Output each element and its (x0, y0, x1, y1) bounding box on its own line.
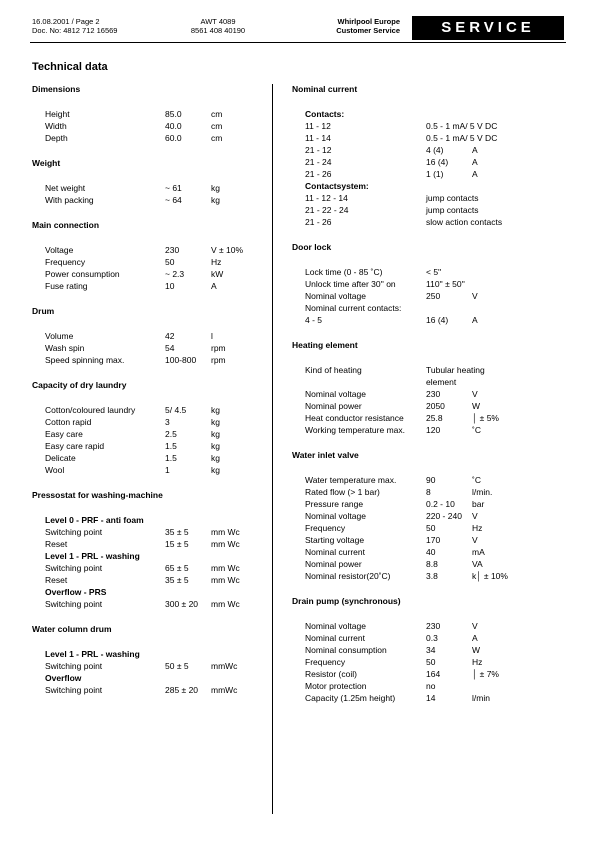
spec-unit: mA (472, 547, 485, 557)
date-page: 16.08.2001 / Page 2 (32, 17, 100, 26)
awt-number: AWT 4089 (200, 17, 236, 26)
spec-unit: mmWc (211, 685, 238, 695)
subsection-title: Contacts: (305, 109, 345, 119)
spec-row (32, 194, 264, 206)
spec-unit: A (472, 169, 478, 179)
spec-value: 40 (426, 547, 436, 557)
spec-label: Switching point (45, 661, 103, 671)
spec-value: 110'' ± 50'' (426, 279, 465, 289)
spec-label: Switching point (45, 527, 103, 537)
spec-row (292, 278, 572, 290)
spec-value: 0.5 - 1 mA/ 5 V DC (426, 121, 498, 131)
spec-value: 300 ± 20 (165, 599, 199, 609)
spec-row (32, 660, 264, 672)
spec-label: Resistor (coil) (305, 669, 357, 679)
section-title: Capacity of dry laundry (32, 380, 127, 390)
spec-unit: V (472, 291, 478, 301)
header-right (312, 17, 400, 35)
spec-label: 21 - 26 (305, 217, 332, 227)
spec-value: 2050 (426, 401, 445, 411)
section-title: Water inlet valve (292, 450, 359, 460)
section-title: Drain pump (synchronous) (292, 596, 401, 606)
spec-label: Nominal voltage (305, 389, 366, 399)
spec-value: 50 ± 5 (165, 661, 189, 671)
spec-row (32, 354, 264, 366)
spec-unit: mm Wc (211, 599, 240, 609)
spec-value: 3.8 (426, 571, 438, 581)
spec-row (292, 290, 572, 302)
spec-unit: kg (211, 195, 220, 205)
spec-row (292, 632, 572, 644)
spec-label: Starting voltage (305, 535, 365, 545)
spec-value: 35 ± 5 (165, 527, 189, 537)
spec-label: 4 - 5 (305, 315, 323, 325)
door-lock-section (292, 241, 572, 326)
spec-row (292, 692, 572, 704)
spec-unit: │ ± 7% (472, 669, 499, 679)
spec-unit: l/min (472, 693, 490, 703)
spec-row (292, 144, 572, 156)
spec-value: 164 (426, 669, 441, 679)
spec-label: Frequency (45, 257, 86, 267)
spec-row (292, 156, 572, 168)
spec-value: ~ 61 (165, 183, 182, 193)
spec-value: 50 (426, 657, 436, 667)
spec-label: Frequency (305, 657, 346, 667)
spec-label: Nominal voltage (305, 621, 366, 631)
spec-value: 1.5 (165, 441, 177, 451)
spec-row (292, 266, 572, 278)
spec-row (292, 120, 572, 132)
spec-label: 11 - 12 - 14 (305, 193, 348, 203)
spec-row (292, 388, 572, 400)
spec-row (32, 428, 264, 440)
spec-row (32, 684, 264, 696)
page-title: Technical data (32, 61, 108, 73)
spec-unit: A (472, 157, 478, 167)
main-connection-section (32, 219, 264, 292)
spec-row (32, 256, 264, 268)
spec-row (292, 558, 572, 570)
spec-row (32, 108, 264, 120)
spec-value: ~ 64 (165, 195, 182, 205)
spec-label: Nominal current contacts: (305, 303, 402, 313)
water-inlet-section (292, 449, 572, 582)
spec-label: Motor protection (305, 681, 367, 691)
spec-row (292, 644, 572, 656)
spec-row (32, 404, 264, 416)
spec-row (292, 132, 572, 144)
spec-label: 21 - 12 (305, 145, 332, 155)
spec-label: Easy care (45, 429, 83, 439)
spec-label: Delicate (45, 453, 76, 463)
spec-unit: A (472, 315, 478, 325)
spec-value: 230 (426, 621, 441, 631)
spec-value: 8 (426, 487, 431, 497)
spec-value: 0.5 - 1 mA/ 5 V DC (426, 133, 498, 143)
department: Customer Service (336, 26, 400, 35)
spec-unit: A (472, 145, 478, 155)
spec-label: Unlock time after 30'' on (305, 279, 396, 289)
spec-value: jump contacts (426, 205, 479, 215)
spec-unit: kg (211, 441, 220, 451)
spec-label: Pressure range (305, 499, 364, 509)
spec-unit: kg (211, 453, 220, 463)
spec-label: Power consumption (45, 269, 120, 279)
pressostat-section (32, 489, 264, 610)
spec-label: Wool (45, 465, 65, 475)
spec-row (292, 302, 572, 314)
spec-label: Switching point (45, 685, 103, 695)
spec-unit: kg (211, 429, 220, 439)
spec-unit: W (472, 645, 481, 655)
spec-label: Wash spin (45, 343, 85, 353)
spec-value: 10 (165, 281, 175, 291)
capacity-section (32, 379, 264, 476)
heating-element-section (292, 339, 572, 436)
spec-unit: kg (211, 465, 220, 475)
spec-label: Speed spinning max. (45, 355, 125, 365)
spec-row (292, 570, 572, 582)
spec-row (32, 330, 264, 342)
spec-row (32, 598, 264, 610)
spec-label: Nominal current (305, 547, 365, 557)
section-title: Heating element (292, 340, 358, 350)
subsection-title: Overflow (45, 673, 82, 683)
spec-row (32, 452, 264, 464)
spec-label: Frequency (305, 523, 346, 533)
spec-value: 16 (4) (426, 315, 449, 325)
section-title: Door lock (292, 242, 332, 252)
spec-unit: cm (211, 109, 223, 119)
spec-row (292, 400, 572, 412)
weight-section (32, 157, 264, 206)
spec-value: no (426, 681, 436, 691)
spec-label: Depth (45, 133, 68, 143)
spec-row (292, 546, 572, 558)
spec-unit: rpm (211, 355, 226, 365)
spec-unit: mm Wc (211, 575, 240, 585)
spec-unit: Hz (211, 257, 222, 267)
service-badge: SERVICE (412, 16, 564, 40)
spec-row (32, 538, 264, 550)
spec-label: 11 - 12 (305, 121, 331, 131)
spec-row (292, 412, 572, 424)
spec-label: Capacity (1.25m height) (305, 693, 396, 703)
spec-unit: VA (472, 559, 483, 569)
spec-unit: A (472, 633, 478, 643)
spec-unit: cm (211, 121, 223, 131)
spec-value: 2.5 (165, 429, 177, 439)
spec-label: Nominal voltage (305, 511, 366, 521)
spec-row (292, 314, 572, 326)
spec-unit: mmWc (211, 661, 238, 671)
spec-label: Nominal power (305, 401, 362, 411)
spec-row (32, 132, 264, 144)
spec-value: 230 (165, 245, 180, 255)
spec-unit: W (472, 401, 481, 411)
spec-row (292, 168, 572, 180)
spec-label: 21 - 24 (305, 157, 332, 167)
spec-unit: l (211, 331, 213, 341)
spec-label: 11 - 14 (305, 133, 331, 143)
spec-row (32, 416, 264, 428)
spec-label: Water temperature max. (305, 475, 397, 485)
spec-unit: Hz (472, 523, 483, 533)
spec-value: 285 ± 20 (165, 685, 199, 695)
spec-row (32, 562, 264, 574)
spec-label: Rated flow (> 1 bar) (305, 487, 380, 497)
spec-unit: V (472, 389, 478, 399)
spec-value: < 5'' (426, 267, 442, 277)
spec-label: Reset (45, 575, 68, 585)
doc-number: Doc. No: 4812 712 16569 (32, 26, 118, 35)
subsection-title: Level 1 - PRL - washing (45, 551, 140, 561)
spec-value: 1 (165, 465, 170, 475)
spec-row (292, 656, 572, 668)
spec-row (32, 120, 264, 132)
spec-label: Height (45, 109, 70, 119)
column-divider (272, 84, 273, 814)
spec-unit: │ ± 5% (472, 413, 499, 423)
spec-label: Easy care rapid (45, 441, 105, 451)
spec-value: 50 (165, 257, 175, 267)
spec-label: Heat conductor resistance (305, 413, 404, 423)
spec-value: 8.8 (426, 559, 438, 569)
spec-unit: kg (211, 183, 220, 193)
spec-label: 21 - 22 - 24 (305, 205, 349, 215)
spec-row (32, 440, 264, 452)
spec-value: 1.5 (165, 453, 177, 463)
spec-value: 120 (426, 425, 441, 435)
spec-label: Working temperature max. (305, 425, 405, 435)
spec-row (292, 364, 572, 388)
spec-label: With packing (45, 195, 94, 205)
spec-row (32, 342, 264, 354)
spec-value: 15 ± 5 (165, 539, 189, 549)
spec-row (292, 474, 572, 486)
spec-unit: V ± 10% (211, 245, 244, 255)
subsection-title: Level 1 - PRL - washing (45, 649, 140, 659)
spec-row (32, 574, 264, 586)
spec-label: Nominal voltage (305, 291, 366, 301)
spec-unit (472, 680, 572, 692)
spec-unit: V (472, 621, 478, 631)
spec-value: 85.0 (165, 109, 182, 119)
header-left (32, 17, 117, 35)
spec-unit: mm Wc (211, 563, 240, 573)
spec-unit: V (472, 535, 478, 545)
company-name: Whirlpool Europe (337, 17, 400, 26)
right-column (292, 83, 572, 717)
spec-label: Switching point (45, 599, 103, 609)
header-middle (188, 17, 248, 35)
spec-value: 40.0 (165, 121, 182, 131)
spec-row (32, 526, 264, 538)
spec-unit: bar (472, 499, 485, 509)
spec-value: 14 (426, 693, 436, 703)
water-column-section (32, 623, 264, 696)
spec-row (292, 680, 572, 692)
spec-value: 34 (426, 645, 436, 655)
page-header (0, 0, 595, 48)
spec-label: Nominal resistor(20˚C) (305, 571, 391, 581)
spec-label: Nominal current (305, 633, 365, 643)
spec-value: 4 (4) (426, 145, 444, 155)
spec-label: Kind of heating (305, 365, 362, 375)
spec-row (292, 424, 572, 436)
spec-value: 25.8 (426, 413, 443, 423)
left-column (32, 83, 264, 709)
drum-section (32, 305, 264, 366)
section-title: Water column drum (32, 624, 112, 634)
spec-row (32, 182, 264, 194)
spec-value: 100-800 (165, 355, 197, 365)
section-title: Nominal current (292, 84, 358, 94)
spec-unit: rpm (211, 343, 226, 353)
dimensions-section (32, 83, 264, 144)
spec-label: Voltage (45, 245, 74, 255)
spec-label: Width (45, 121, 67, 131)
spec-label: Volume (45, 331, 74, 341)
spec-label: Lock time (0 - 85 ˚C) (305, 267, 383, 277)
subsection-title: Contactsystem: (305, 181, 369, 191)
spec-value: 170 (426, 535, 441, 545)
drain-pump-section (292, 595, 572, 704)
spec-row (32, 464, 264, 476)
spec-label: Cotton/coloured laundry (45, 405, 136, 415)
spec-row (32, 268, 264, 280)
spec-row (32, 244, 264, 256)
spec-row (292, 486, 572, 498)
spec-unit: kg (211, 405, 220, 415)
spec-value: 60.0 (165, 133, 182, 143)
spec-value: 35 ± 5 (165, 575, 189, 585)
section-title: Drum (32, 306, 55, 316)
spec-row (292, 510, 572, 522)
spec-unit: kW (211, 269, 224, 279)
nominal-current-section (292, 83, 572, 228)
section-title: Weight (32, 158, 61, 168)
spec-label: Net weight (45, 183, 86, 193)
spec-value: 5/ 4.5 (165, 405, 187, 415)
spec-value: 0.2 - 10 (426, 499, 455, 509)
spec-label: 21 - 26 (305, 169, 332, 179)
spec-value: 220 - 240 (426, 511, 462, 521)
header-divider (30, 42, 566, 43)
spec-value: 16 (4) (426, 157, 449, 167)
spec-value: 0.3 (426, 633, 438, 643)
spec-row (292, 522, 572, 534)
spec-label: Switching point (45, 563, 103, 573)
spec-value: 54 (165, 343, 175, 353)
spec-unit: cm (211, 133, 223, 143)
spec-unit: ˚C (472, 425, 481, 435)
spec-value: Tubular heating element (426, 365, 485, 387)
spec-value: 3 (165, 417, 170, 427)
spec-value: jump contacts (426, 193, 479, 203)
spec-value: 230 (426, 389, 441, 399)
spec-unit: ˚C (472, 475, 481, 485)
spec-value: 42 (165, 331, 175, 341)
spec-unit: l/min. (472, 487, 493, 497)
spec-unit: mm Wc (211, 539, 240, 549)
section-title: Main connection (32, 220, 100, 230)
part-code: 8561 408 40190 (190, 26, 246, 35)
spec-row (292, 620, 572, 632)
spec-value: 90 (426, 475, 436, 485)
spec-row (32, 280, 264, 292)
spec-label: Nominal consumption (305, 645, 387, 655)
section-title: Dimensions (32, 84, 81, 94)
spec-label: Reset (45, 539, 68, 549)
spec-value: ~ 2.3 (165, 269, 185, 279)
spec-row (292, 668, 572, 680)
spec-label: Nominal power (305, 559, 362, 569)
spec-value: 250 (426, 291, 441, 301)
section-title: Pressostat for washing-machine (32, 490, 163, 500)
spec-value: 50 (426, 523, 436, 533)
spec-unit: kg (211, 417, 220, 427)
spec-row (292, 192, 572, 204)
spec-row (292, 498, 572, 510)
spec-label: Fuse rating (45, 281, 88, 291)
spec-row (292, 204, 572, 216)
subsection-title: Overflow - PRS (45, 587, 107, 597)
spec-row (292, 534, 572, 546)
spec-unit: A (211, 281, 217, 291)
spec-value: 65 ± 5 (165, 563, 189, 573)
spec-row (292, 216, 572, 228)
spec-unit: k│ ± 10% (472, 571, 508, 581)
spec-unit: mm Wc (211, 527, 240, 537)
spec-unit: V (472, 511, 478, 521)
subsection-title: Level 0 - PRF - anti foam (45, 515, 144, 525)
spec-value: 1 (1) (426, 169, 444, 179)
spec-unit: Hz (472, 657, 483, 667)
spec-value: slow action contacts (426, 217, 503, 227)
spec-label: Cotton rapid (45, 417, 92, 427)
